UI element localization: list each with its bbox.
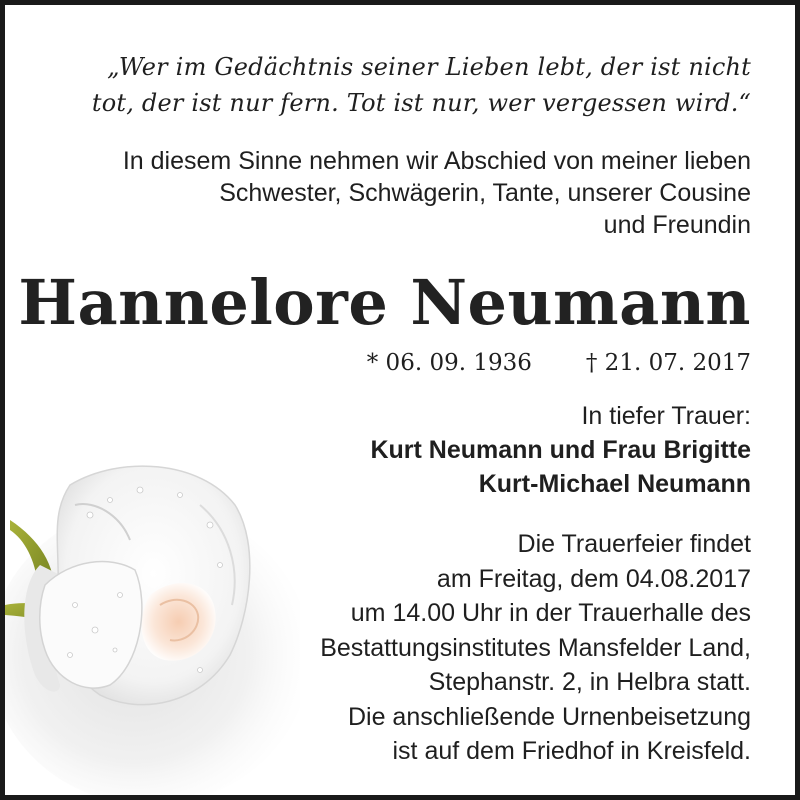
ceremony-line: Die anschließende Urnenbeisetzung: [347, 702, 751, 731]
intro-line: Schwester, Schwägerin, Tante, unserer Cousine: [219, 179, 751, 207]
ceremony-line: Stephanstr. 2, in Helbra statt.: [428, 668, 751, 696]
farewell-intro: [45, 145, 751, 241]
white-rose-icon: [0, 445, 300, 800]
intro-line: In diesem Sinne nehmen wir Abschied von meiner lieben: [122, 147, 751, 175]
mourner-name: Kurt Neumann und Frau Brigitte: [370, 436, 751, 464]
ceremony-line: Die Trauerfeier findet: [517, 530, 751, 558]
deceased-name: Hannelore Neumann: [18, 266, 751, 339]
ceremony-line: Bestattungsinstitutes Mansfelder Land,: [320, 633, 751, 662]
life-dates: [367, 347, 751, 379]
quote-line: „Wer im Gedächtnis seiner Lieben lebt, der ist nicht: [107, 53, 751, 81]
funeral-details: [320, 527, 751, 769]
intro-line: und Freundin: [603, 211, 751, 239]
mourning-heading: In tiefer Trauer:: [581, 402, 751, 430]
quote-line: tot, der ist nur fern. Tot ist nur, wer vergessen wird.“: [91, 89, 751, 117]
mourners-block: [370, 399, 751, 501]
ceremony-line: um 14.00 Uhr in der Trauerhalle des: [350, 599, 751, 627]
birth-date: * 06. 09. 1936: [366, 350, 532, 376]
ceremony-line: ist auf dem Friedhof in Kreisfeld.: [392, 737, 751, 765]
memorial-quote: [45, 49, 751, 121]
death-date: † 21. 07. 2017: [585, 350, 751, 376]
ceremony-line: am Freitag, dem 04.08.2017: [436, 564, 751, 593]
mourner-name: Kurt-Michael Neumann: [478, 470, 751, 498]
